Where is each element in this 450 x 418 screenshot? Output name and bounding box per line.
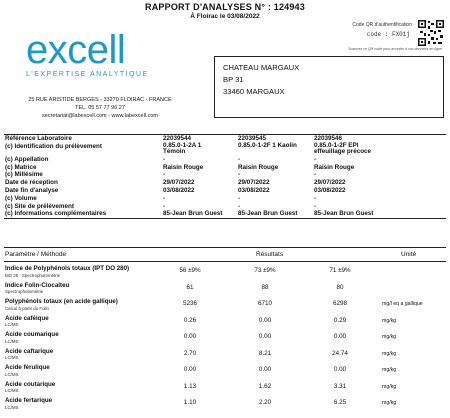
info-row [4, 171, 446, 179]
lab-logo [26, 30, 149, 78]
client-name: CHATEAU MARGAUX [223, 63, 300, 72]
result-method: LC/MS [5, 322, 19, 327]
result-unit: mg/kg [382, 317, 397, 324]
result-method: LC/MS [5, 355, 19, 360]
result-name: Indice Folin-Ciocalteu [5, 281, 70, 289]
info-value: - [314, 171, 317, 179]
info-label: (c) Informations complémentaires [5, 210, 107, 218]
sample-info-table [4, 134, 446, 219]
result-value: 0.00 [183, 366, 197, 373]
info-row [4, 179, 446, 187]
info-label: (c) Volume [5, 194, 37, 202]
results-table [4, 264, 446, 413]
result-value: 0.00 [258, 333, 272, 340]
info-label: Référence Laboratoire [5, 135, 72, 142]
client-address-box [214, 56, 444, 118]
info-label: Date de réception [5, 179, 58, 187]
client-box: BP 31 [223, 75, 244, 84]
lab-address: 25 RUE ARISTIDE BERGES - 33270 FLOIRAC - FRANCE [28, 97, 172, 103]
result-value: 1.62 [258, 382, 272, 390]
header-results: Résultats [256, 251, 284, 258]
result-value: 0.00 [183, 333, 197, 340]
info-value: - [238, 171, 241, 179]
result-method: Calcul à partir du Folin [5, 305, 49, 311]
qr-code-text: code : FX01j [366, 31, 410, 38]
info-value: - [314, 202, 317, 210]
info-value: Raisin Rouge [314, 163, 355, 171]
result-value: 0.00 [333, 333, 347, 340]
result-name: Acide coumarique [5, 331, 59, 338]
results-header [4, 247, 446, 262]
result-method: LC/MS [5, 371, 19, 377]
result-name: Acide fertarique [5, 397, 53, 404]
result-value: 0.00 [333, 366, 347, 373]
report-title: RAPPORT D'ANALYSES N° : 124943 [145, 2, 305, 12]
info-label: (c) Site de prélèvement [5, 202, 74, 210]
result-row [4, 314, 446, 331]
result-row [4, 347, 446, 364]
result-value: 1.13 [183, 382, 197, 390]
info-value: 85-Jean Brun Guest [238, 210, 298, 218]
info-value: 03/08/2022 [238, 186, 270, 194]
info-value: Raisin Rouge [163, 163, 204, 171]
result-method: LC/MS [5, 388, 19, 393]
result-value: 6.25 [333, 399, 347, 406]
lab-contact: secretariat@labexcell.com - www.labexcell.com [42, 113, 158, 119]
result-value: 6710 [257, 300, 272, 307]
info-value: Raisin Rouge [238, 163, 279, 171]
result-value: 0.00 [258, 366, 272, 373]
result-value: 0.26 [183, 316, 197, 324]
result-unit: mg/kg [382, 400, 397, 406]
result-value: 2.70 [183, 349, 197, 357]
result-row [4, 330, 446, 347]
info-value: 0.85.0-1-2F 1 Kaolin [238, 141, 297, 149]
result-row [4, 264, 446, 281]
info-value: 29/07/2022 [238, 179, 270, 187]
info-label: Date fin d'analyse [5, 186, 59, 194]
result-value: 8.21 [258, 349, 272, 357]
info-row [4, 203, 446, 211]
lab-phone: TEL. 05 57 77 96 27 [75, 105, 125, 111]
result-row [4, 297, 446, 314]
info-value: 85-Jean Brun Guest [314, 210, 374, 218]
info-value: - [238, 202, 241, 210]
result-value: 61 [186, 283, 194, 291]
info-label: (c) Appellation [5, 155, 49, 163]
result-unit: mg/kg [382, 350, 397, 357]
info-row [4, 195, 446, 203]
result-method: LC/MS [5, 404, 19, 410]
result-value: 5236 [182, 300, 197, 307]
info-value: 29/07/2022 [314, 179, 346, 187]
info-value: - [163, 194, 166, 202]
result-value: 73 ±9% [254, 267, 276, 274]
info-value: 0.85.0-1-2A 1 Témoin [163, 141, 202, 156]
result-unit: mg/l eq a gallique [382, 301, 423, 307]
result-value: 56 ±9% [179, 267, 201, 274]
result-unit: mg/kg [382, 367, 397, 373]
header-unit: Unité [401, 251, 417, 258]
result-value: 3.31 [333, 382, 347, 390]
result-value: 71 ±9% [329, 267, 351, 274]
result-method: LC/MS [5, 338, 19, 344]
info-row [4, 156, 446, 164]
result-row [4, 380, 446, 397]
report-date: À Floirac le 03/08/2022 [190, 13, 260, 20]
info-row [4, 210, 446, 218]
info-value: 22039544 [163, 135, 192, 142]
result-method: Spectrophotométrie [5, 289, 44, 294]
client-city: 33460 MARGAUX [223, 87, 285, 96]
result-value: 2.20 [258, 399, 272, 406]
logo-tagline: L'EXPERTISE ANALYTIQUE [26, 71, 149, 78]
result-method: MO 25 : Spectrophotométrie [5, 272, 61, 278]
info-row [4, 187, 446, 195]
result-value: 6298 [332, 300, 347, 307]
result-row [4, 281, 446, 298]
result-value: 24.74 [332, 349, 348, 357]
result-name: Indice de Polyphénols totaux (IPT DO 280) [5, 265, 130, 272]
result-value: 0.00 [258, 316, 272, 324]
result-value: 0.29 [333, 316, 347, 324]
info-row [4, 135, 446, 143]
logo-wordmark: excell [26, 28, 126, 72]
result-name: Acide caftarique [5, 347, 54, 355]
info-value: - [163, 171, 166, 179]
info-value: 0.85.0-1-2F EPI effeuillage précoce [314, 141, 372, 156]
result-value: 88 [261, 283, 269, 291]
info-value: - [238, 194, 241, 202]
info-value: 85-Jean Brun Guest [163, 210, 223, 218]
info-row [4, 143, 446, 156]
info-value: 29/07/2022 [163, 179, 195, 187]
info-label: (c) Matrice [5, 163, 37, 171]
info-label: (c) Identification du prélèvement [5, 142, 102, 150]
result-row [4, 363, 446, 380]
qr-code-icon[interactable] [418, 20, 444, 46]
qr-note: Scannez ce QR code pour accéder à vos données en ligne [348, 47, 442, 51]
info-value: 22039546 [314, 135, 343, 142]
info-row [4, 164, 446, 172]
header-param: Paramètre / Méthode [5, 251, 67, 258]
result-unit: mg/kg [382, 334, 397, 340]
result-row [4, 396, 446, 413]
info-value: 03/08/2022 [314, 186, 346, 194]
info-value: - [163, 155, 166, 163]
info-label: (c) Millésime [5, 171, 43, 179]
info-value: - [314, 194, 317, 202]
result-name: Acide caféique [5, 314, 49, 322]
result-name: Polyphénols totaux (en acide gallique) [5, 298, 118, 305]
info-value: - [238, 155, 241, 163]
info-value: 22039545 [238, 135, 267, 142]
result-unit: mg/kg [382, 383, 397, 390]
info-value: - [163, 202, 166, 210]
result-name: Acide coutarique [5, 380, 56, 388]
lab-address-block [0, 96, 200, 120]
result-value: 80 [336, 283, 344, 291]
qr-label: Code QR d'authentification [352, 22, 412, 28]
result-name: Acide férulique [5, 364, 50, 371]
info-value: 03/08/2022 [163, 186, 195, 194]
result-value: 1.10 [183, 399, 197, 406]
info-value: - [314, 155, 317, 163]
